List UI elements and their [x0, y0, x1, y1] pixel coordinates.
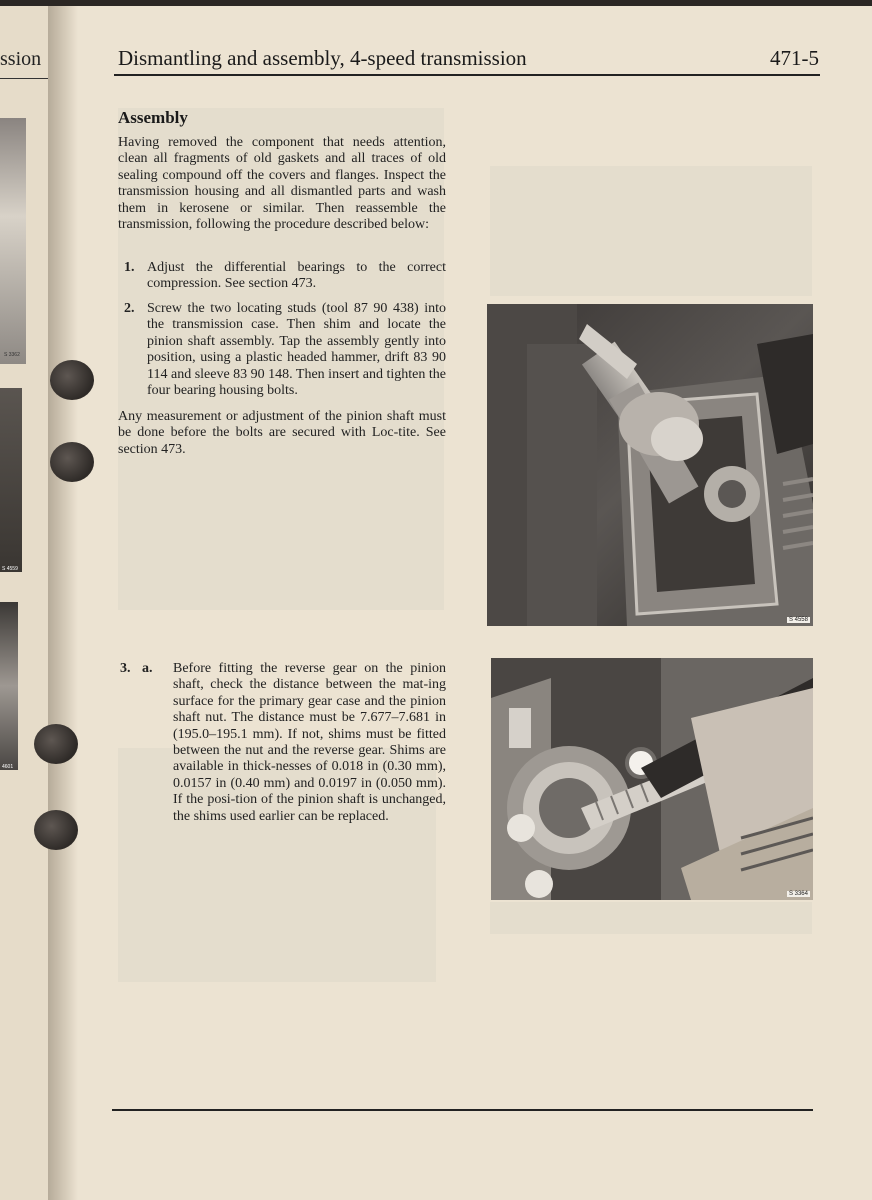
scan-edge	[0, 0, 872, 6]
step-3a	[118, 661, 446, 825]
substep-letter: a.	[142, 661, 153, 676]
previous-page-photo	[0, 602, 18, 770]
step-text: Screw the two locating studs (tool 87 90 438) into the transmission case. Then shim and locate the pinion shaft assembly. Tap the assembly gently into position, using a plastic headed hammer, drift 83 90 114 and sleeve 83 90 148. Then insert and tighten the four bearing housing bolts.	[147, 301, 446, 399]
bleed-through-shade	[490, 902, 812, 934]
figure-label: S 3364	[788, 891, 808, 897]
previous-page-title: ssion	[0, 48, 42, 70]
step-text: Before fitting the reverse gear on the pinion shaft, check the distance between the mat-ing surface for the primary gear case and the pinion shaft nut. The distance must be 7.677–7.681 in (195.0–195.1 mm). If not, shims must be fitted between the nut and the reverse gear. Shims are available in thick-nesses of 0.018 in (0.30 mm), 0.0157 in (0.40 mm) and 0.0197 in (0.050 mm). If the posi-tion of the pinion shaft is unchanged, the shims used earlier can be replaced.	[173, 661, 446, 824]
punch-hole	[34, 810, 78, 850]
punch-hole	[50, 360, 94, 400]
figure-pinion-shaft-measurement	[491, 658, 813, 900]
binding-gutter	[48, 6, 78, 1200]
footer-rule	[112, 1109, 813, 1111]
page-header-title: Dismantling and assembly, 4-speed transmission	[118, 46, 527, 70]
step-1	[118, 260, 446, 293]
previous-photo-tag: S 3362	[4, 352, 20, 358]
page-number: 471-5	[770, 46, 819, 70]
photo-measuring-tool	[491, 658, 813, 900]
bleed-through-shade	[490, 166, 812, 296]
note-paragraph: Any measurement or adjustment of the pinion shaft must be done before the bolts are secured with Loc-tite. See section 473.	[118, 409, 446, 457]
figure-label: S 4558	[788, 617, 808, 623]
punch-hole	[50, 442, 94, 482]
intro-paragraph: Having removed the component that needs attention, clean all fragments of old gaskets and all traces of old sealing compound off the covers and flanges. Inspect the transmission housing and all dismantled parts and wash them in kerosene or similar. Then reassemble the transmission, following the procedure described below:	[118, 135, 446, 233]
previous-page-photo	[0, 118, 26, 364]
step-text: Adjust the differential bearings to the correct compression. See section 473.	[147, 260, 446, 292]
punch-hole	[34, 724, 78, 764]
step-2	[118, 301, 446, 399]
step-number: 2.	[124, 301, 135, 316]
photo-pinion-shaft	[487, 304, 813, 626]
figure-pinion-shaft-installation	[487, 304, 813, 626]
step-number: 1.	[124, 260, 135, 275]
previous-page-photo	[0, 388, 22, 572]
step-number: 3.	[120, 661, 131, 676]
previous-photo-tag: S 4559	[2, 566, 18, 572]
section-heading: Assembly	[118, 108, 188, 127]
previous-page-rule	[0, 78, 48, 79]
header-rule	[114, 74, 820, 76]
previous-photo-tag: 4601	[2, 764, 14, 770]
previous-page-strip	[0, 6, 48, 1200]
